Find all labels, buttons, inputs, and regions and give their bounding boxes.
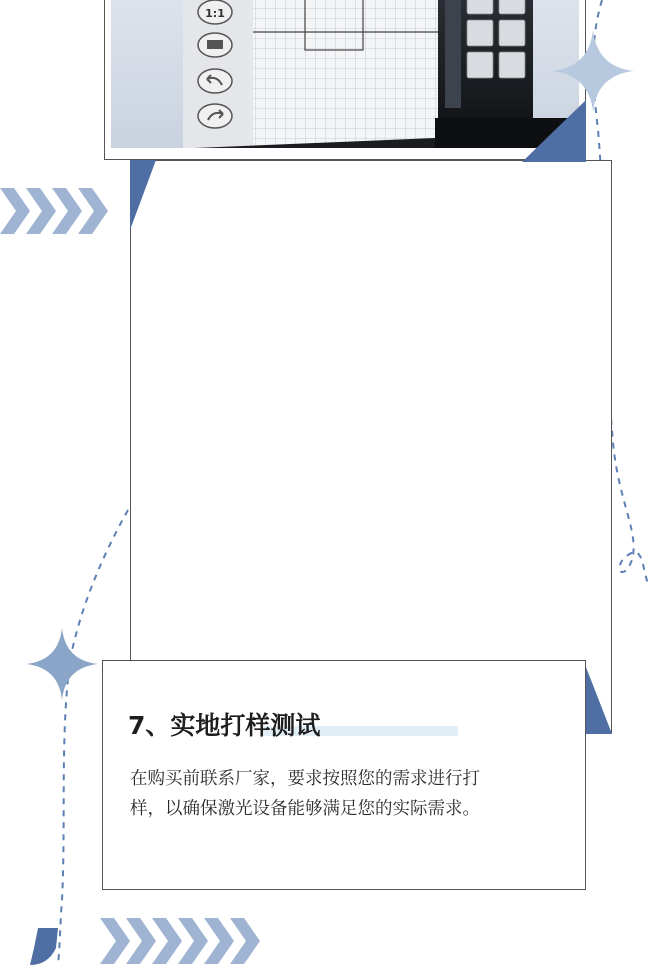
chevron-arrows-icon — [0, 188, 110, 234]
section-card-5 — [130, 160, 612, 733]
body-line: 样，以确保激光设备能够满足您的实际需求。 — [130, 799, 480, 819]
device-screen-photo — [105, 0, 585, 158]
sparkle-star-icon — [26, 628, 98, 700]
device-image-card — [104, 0, 586, 160]
section-heading: 7、实地打样测试 — [128, 711, 321, 740]
card-fold-corner — [584, 662, 614, 734]
body-line: 在购买前联系厂家，要求按照您的需求进行打 — [130, 769, 480, 789]
svg-text:1:1: 1:1 — [205, 7, 225, 20]
section-body — [130, 764, 480, 824]
chevron-arrows-icon — [100, 918, 260, 964]
undo-icon — [198, 69, 232, 93]
card-fold-corner — [130, 160, 160, 230]
zoom-button — [198, 0, 232, 24]
corner-blob-decoration — [30, 928, 60, 965]
keyboard-icon — [198, 33, 232, 57]
redo-icon — [198, 104, 232, 128]
sparkle-star-icon — [552, 30, 634, 112]
